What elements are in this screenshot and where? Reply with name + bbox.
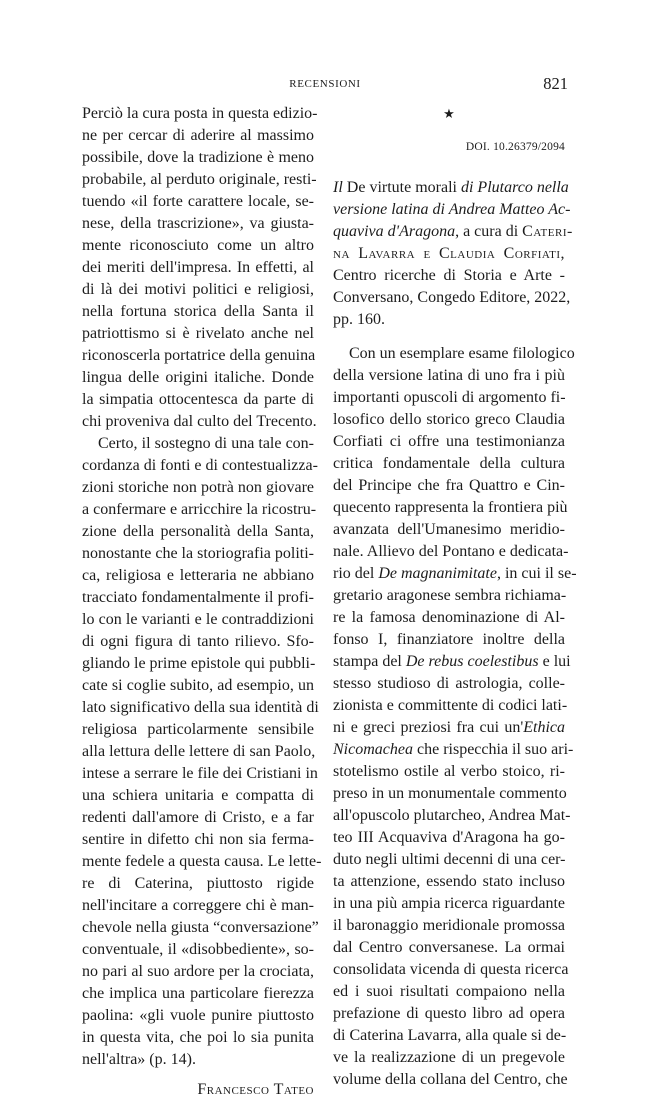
text-line: ca, religiosa e letteraria ne abbiano [82,567,314,584]
text-line: possibile, dove la tradizione è meno [82,149,314,166]
text-line: nale. Allievo del Pontano e dedicata- [333,543,569,560]
text-line: re la famosa denominazione di Al- [333,609,565,626]
text-line: la simpatia ottocentesca da parte di [82,391,314,408]
text-line: intese a serrare le file dei Cristiani in [82,765,318,782]
text-line: nese, della trascrizione», va giusta- [82,215,314,232]
text-line: dei meriti dell'impresa. In effetti, al [82,259,314,276]
text-line: Corfiati ci offre una testimonianza [333,433,565,450]
author-signature: Francesco Tateo [197,1081,314,1098]
book-citation [333,177,573,331]
text-line: gliando le prime epistole qui pubbli- [82,655,316,672]
citation-line: quaviva d'Aragona, a cura di Cateri- [333,223,573,240]
page-number: 821 [543,74,568,93]
text-line: lo con le varianti e le contraddizioni [82,611,314,628]
text-line: che implica una particolare fierezza [82,985,314,1002]
section-star-separator: ★ [443,106,455,121]
citation-line: versione latina di Andrea Matteo Ac- [333,201,571,218]
text-line: Nicomachea che rispecchia il suo ari- [333,741,574,758]
right-column [333,103,577,1091]
text-line: nell'altra» (p. 14). [82,1051,196,1068]
text-line: patriottismo si è rivelato anche nel [82,325,314,342]
text-line: preso in un monumentale commento [333,785,567,802]
text-line: una schiera unitaria e compatta di [82,787,314,804]
text-line: volume della collana del Centro, che [333,1071,568,1088]
text-line: stesso studioso di astrologia, colle- [333,675,565,692]
doi-reference: DOI. 10.26379/2094 [465,141,565,153]
review-body [333,343,577,1091]
text-line: zione della personalità della Santa, [82,523,314,540]
text-line: ve la realizzazione di un pregevole [333,1049,565,1066]
text-line: stampa del De rebus coelestibus e lui [333,653,571,670]
text-line: in questa vita, che poi lo sia punita [82,1029,314,1046]
text-line: in una più ampia ricerca riguardante [333,895,565,912]
text-line: teo III Acquaviva d'Aragona ha go- [333,829,565,846]
text-line: prefazione di questo libro ad opera [333,1005,565,1022]
citation-line: Conversano, Congedo Editore, 2022, [333,289,571,306]
running-head: RECENSIONI [289,78,361,90]
text-line: quecento rappresenta la frontiera più [333,499,568,516]
left-column [82,103,322,1101]
text-line: lato significativo della sua identità di [82,699,319,716]
text-line: Perciò la cura posta in questa edizio- [82,105,318,122]
text-line: no pari al suo ardore per la crociata, [82,963,314,980]
citation-line: na Lavarra e Claudia Corfiati, [333,245,565,262]
text-line: di ogni figura di tanto rilievo. Sfo- [82,633,314,650]
citation-line: pp. 160. [333,311,385,328]
text-line: Certo, il sostegno di una tale con- [98,435,314,452]
citation-line: Centro ricerche di Storia e Arte - [333,267,565,284]
page-header [0,76,650,96]
text-line: tuendo «il forte carattere locale, se- [82,193,314,210]
text-line: il baronaggio meridionale promossa [333,917,565,934]
text-line: redenti dall'amore di Cristo, e a far [82,809,314,826]
text-line: ta attenzione, essendo stato incluso [333,873,565,890]
text-line: importanti opuscoli di argomento fi- [333,389,566,406]
text-line: nell'incitare a correggere chi è man- [82,897,314,914]
text-line: gretario aragonese sembra richiama- [333,587,567,604]
text-line: fonso I, finanziatore inoltre della [333,631,565,648]
text-line: critica fondamentale della cultura [333,455,565,472]
text-line: della versione latina di uno fra i più [333,367,565,384]
text-line: all'opuscolo plutarcheo, Andrea Mat- [333,807,571,824]
text-line: cordanza di fonti e di contestualizza- [82,457,318,474]
text-line: rio del De magnanimitate, in cui il se- [333,565,577,582]
citation-line: Il De virtute morali di Plutarco nella [333,179,569,196]
text-line: religiosa particolarmente sensibile [82,721,314,738]
text-line: alla lettura delle lettere di san Paolo, [82,743,316,760]
text-line: del Principe che fra Quattro e Cin- [333,477,565,494]
text-line: probabile, al perduto originale, resti- [82,171,317,188]
text-line: ne per cercar di aderire al massimo [82,127,314,144]
text-line: zioni storiche non potrà non giovare [82,479,314,496]
text-line: zionista e committente di codici lati- [333,697,568,714]
text-line: chevole nella giusta “conversazione” [82,919,319,936]
text-line: ni e greci preziosi fra cui un'Ethica [333,719,565,736]
text-line: nella fortuna storica della Santa il [82,303,314,320]
text-line: mente riconosciuto come un altro [82,237,314,254]
text-line: lingua delle origini italiche. Donde [82,369,314,386]
text-line: duto negli ultimi decenni di una cer- [333,851,566,868]
text-line: losofico dello storico greco Claudia [333,411,565,428]
text-line: re di Caterina, piuttosto rigide [82,875,314,892]
text-line: conventuale, il «disobbediente», so- [82,941,314,958]
text-line: Con un esemplare esame filologico [349,345,575,362]
text-line: avanzata dell'Umanesimo meridio- [333,521,565,538]
text-line: di là dei motivi politici e religiosi, [82,281,314,298]
text-line: dal Centro conversanese. La ormai [333,939,565,956]
text-line: tracciato fondamentalmente il profi- [82,589,314,606]
text-line: mente fedele a questa causa. Le lette- [82,853,322,870]
text-line: cate si coglie subito, ad esempio, un [82,677,314,694]
text-line: di Caterina Lavarra, alla quale si de- [333,1027,567,1044]
text-line: paolina: «gli vuole punire piuttosto [82,1007,314,1024]
text-line: a confermare e arricchire la ricostru- [82,501,317,518]
text-line: sentire in difetto chi non sia ferma- [82,831,314,848]
text-line: consolidata vicenda di questa ricerca [333,961,569,978]
text-line: stotelismo ostile al verbo stoico, ri- [333,763,565,780]
text-line: chi proveniva dal culto del Trecento. [82,413,317,430]
text-line: ed i suoi risultati compaiono nella [333,983,565,1000]
text-line: nonostante che la storiografia politi- [82,545,314,562]
text-line: riconoscerla portatrice della genuina [82,347,316,364]
